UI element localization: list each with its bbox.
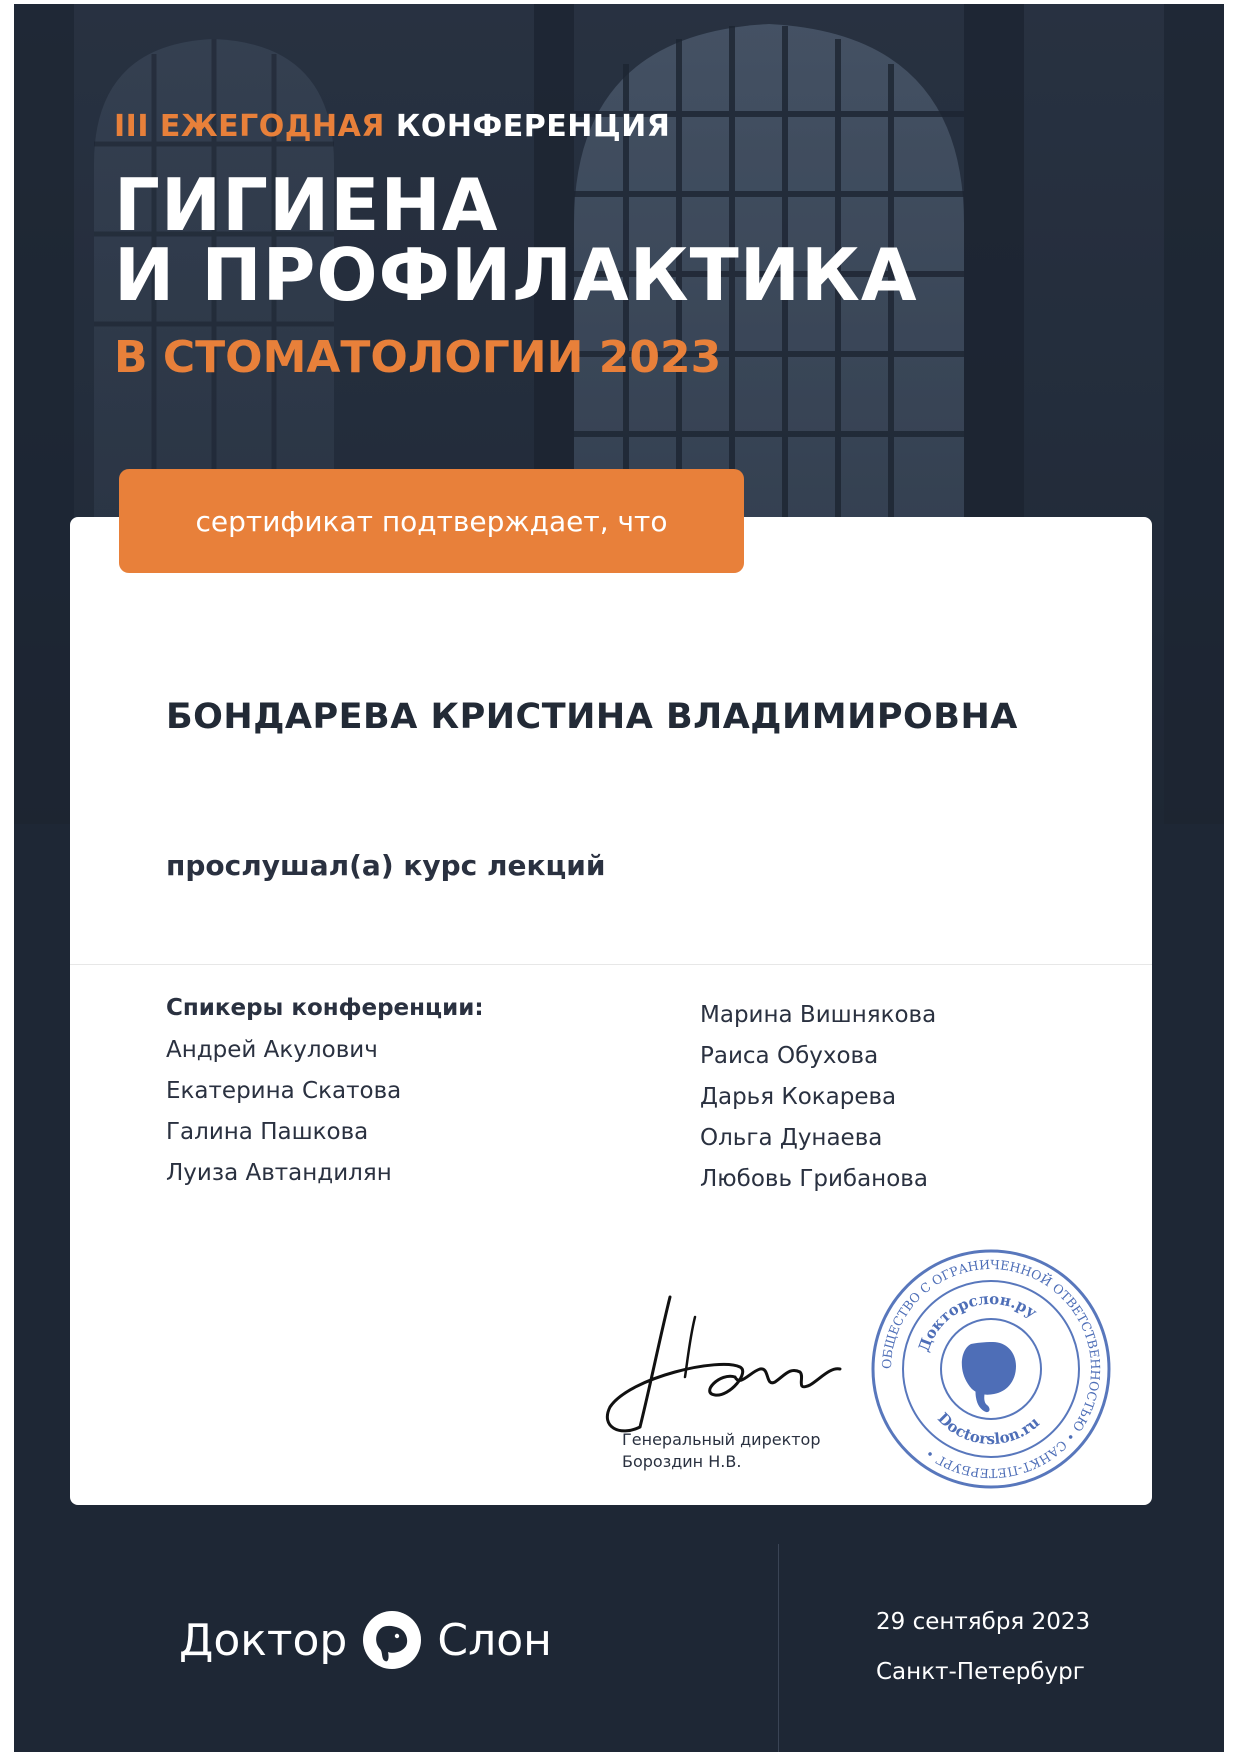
director-signature: [600, 1277, 860, 1447]
speakers-column-1: [166, 995, 484, 1201]
event-date: 29 сентября 2023: [876, 1609, 1091, 1635]
event-details: [876, 1609, 1090, 1685]
signatory-position: Генеральный директор: [622, 1430, 821, 1449]
signatory-name: Бороздин Н.В.: [622, 1452, 742, 1471]
doktor-slon-logo: [179, 1609, 552, 1671]
event-city: Санкт-Петербург: [876, 1659, 1085, 1685]
logo-word-2: Слон: [437, 1614, 552, 1666]
card-divider: [70, 964, 1152, 965]
company-stamp: [866, 1244, 1116, 1494]
speaker-name: Луиза Автандилян: [166, 1160, 392, 1186]
subtitle-rest: КОНФЕРЕНЦИЯ: [395, 109, 671, 144]
conference-subtitle: [114, 109, 918, 144]
conference-title: [114, 163, 918, 317]
logo-word-1: Доктор: [179, 1614, 348, 1666]
speaker-name: Ольга Дунаева: [700, 1125, 883, 1151]
speakers-heading: Спикеры конференции:: [166, 995, 484, 1021]
certificate-badge: сертификат подтверждает, что: [119, 469, 744, 573]
conference-title-accent: В СТОМАТОЛОГИИ 2023: [114, 332, 722, 383]
speaker-name: Екатерина Скатова: [166, 1078, 402, 1104]
elephant-logo-icon: [361, 1609, 423, 1671]
speaker-name: Любовь Грибанова: [700, 1166, 928, 1192]
title-line-1: ГИГИЕНА: [114, 163, 499, 247]
signatory-block: [622, 1429, 821, 1473]
speaker-name: Андрей Акулович: [166, 1037, 378, 1063]
elephant-icon: [962, 1342, 1016, 1412]
footer-divider: [778, 1544, 779, 1752]
speaker-name: Раиса Обухова: [700, 1043, 879, 1069]
stamp-bottom-text: Doctorslon.ru: [934, 1408, 1044, 1449]
recipient-name: БОНДАРЕВА КРИСТИНА ВЛАДИМИРОВНА: [166, 697, 1018, 737]
speakers-column-2: [700, 1002, 936, 1207]
course-statement: прослушал(а) курс лекций: [166, 849, 606, 882]
title-line-2: И ПРОФИЛАКТИКА: [114, 233, 918, 317]
speaker-name: Галина Пашкова: [166, 1119, 369, 1145]
stamp-ring-text: ОБЩЕСТВО С ОГРАНИЧЕННОЙ ОТВЕТСТВЕННОСТЬЮ • САНКТ-ПЕТЕРБУРГ •: [878, 1256, 1104, 1482]
conference-header: [114, 109, 918, 383]
certificate-card: [70, 517, 1152, 1505]
subtitle-accent: III ЕЖЕГОДНАЯ: [114, 109, 385, 144]
speaker-name: Марина Вишнякова: [700, 1002, 937, 1028]
speaker-name: Дарья Кокарева: [700, 1084, 897, 1110]
stamp-top-text: Докторслон.ру: [914, 1289, 1041, 1355]
certificate-sheet: [14, 4, 1224, 1752]
svg-text:Doctorslon.ru: [934, 1409, 1043, 1448]
